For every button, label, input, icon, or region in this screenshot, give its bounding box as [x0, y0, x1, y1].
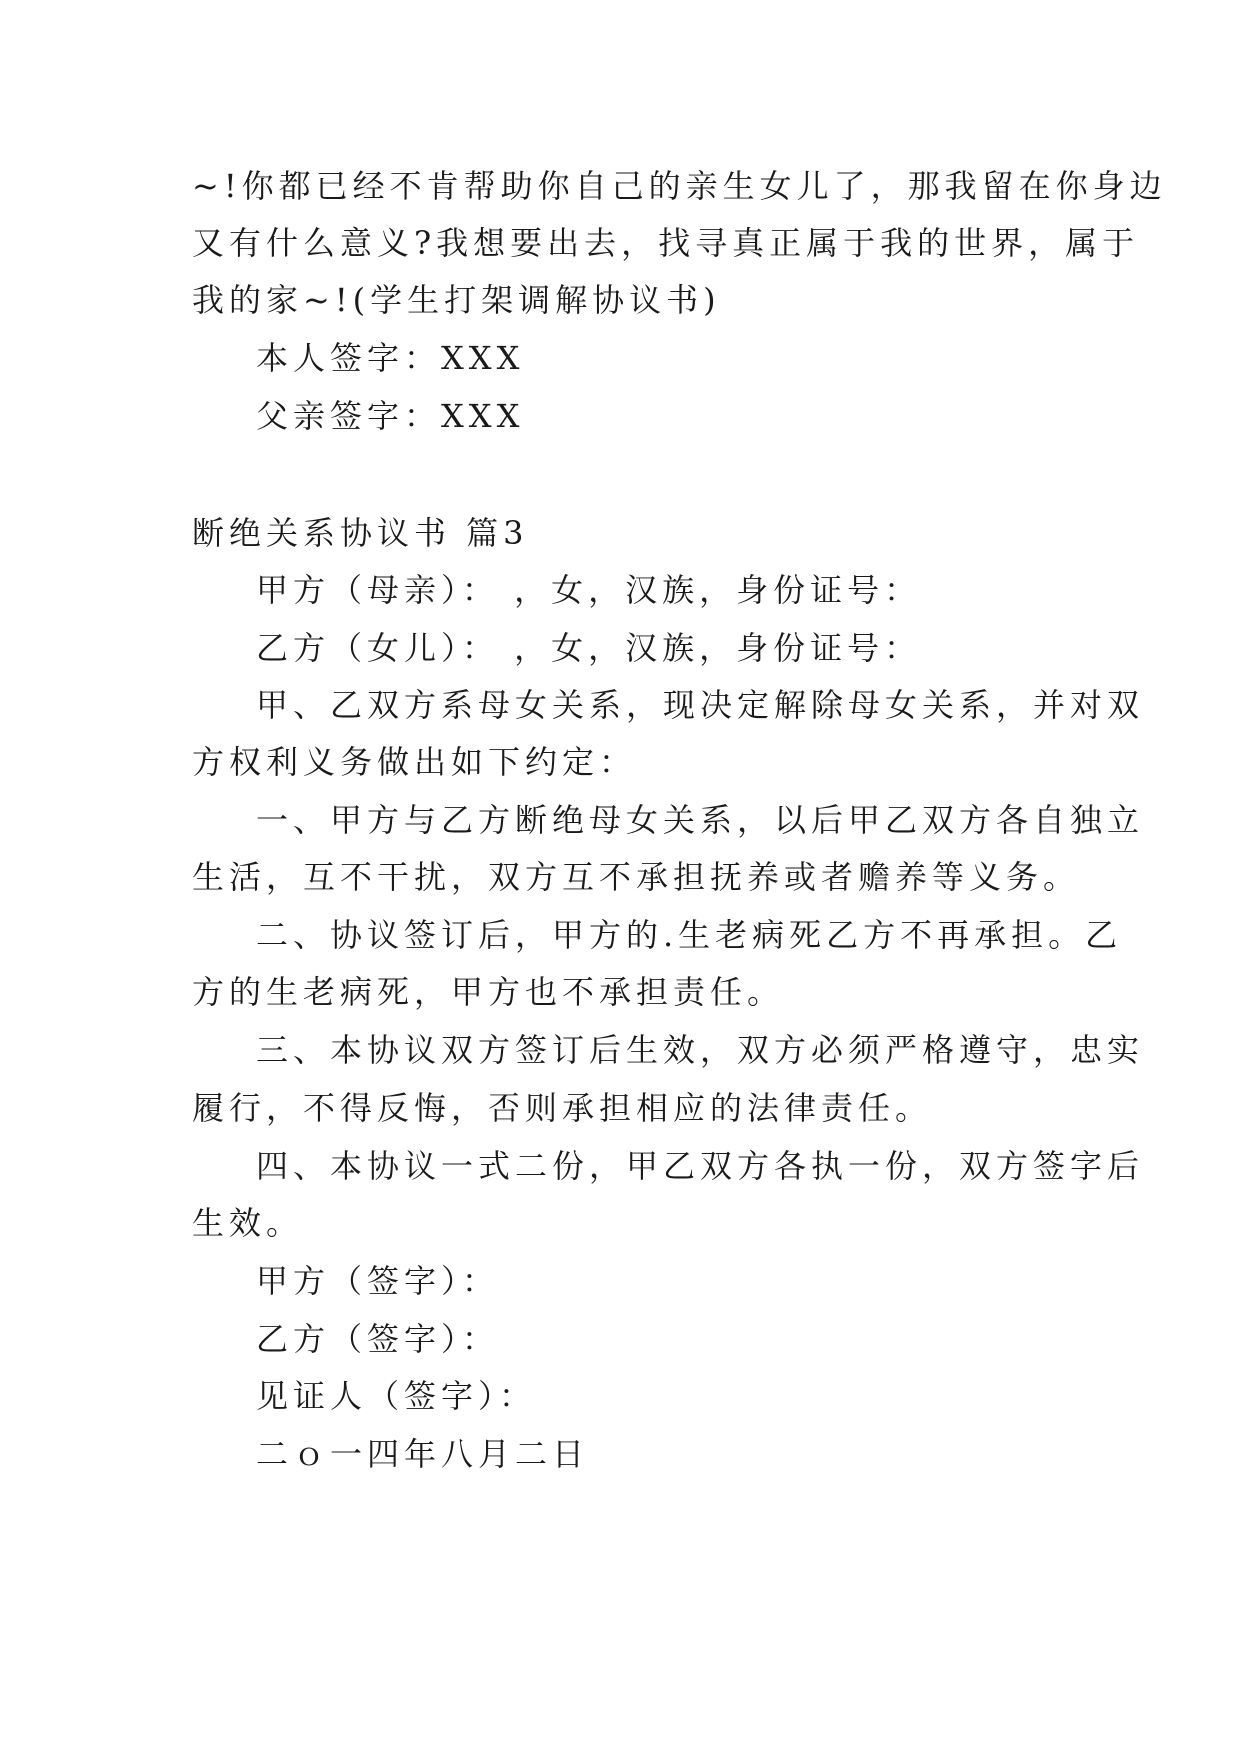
self-signature-line: 本人签字：XXX — [256, 339, 525, 377]
intro-line-1: 甲、乙双方系母女关系，现决定解除母女关系，并对双 — [256, 686, 1145, 724]
father-signature-line: 父亲签字：XXX — [256, 397, 525, 435]
clause-2-line-2: 方的生老病死，甲方也不承担责任。 — [192, 973, 785, 1011]
intro-line-2: 方权利义务做出如下约定： — [192, 743, 637, 781]
clause-3-line-2: 履行，不得反悔，否则承担相应的法律责任。 — [192, 1089, 933, 1127]
continuation-line-2: 又有什么意义?我想要出去，找寻真正属于我的世界，属于 — [192, 224, 1140, 262]
clause-3-line-1: 三、本协议双方签订后生效，双方必须严格遵守，忠实 — [256, 1031, 1145, 1069]
party-b-signature: 乙方（签字）： — [256, 1320, 500, 1358]
clause-2-line-1: 二、协议签订后，甲方的.生老病死乙方不再承担。乙 — [256, 916, 1123, 954]
agreement-date: 二ｏ一四年八月二日 — [256, 1435, 590, 1473]
witness-signature: 见证人（签字）： — [256, 1377, 537, 1415]
continuation-line-3: 我的家~!(学生打架调解协议书) — [192, 281, 721, 319]
section-heading: 断绝关系协议书 篇3 — [192, 514, 529, 552]
party-b-line: 乙方（女儿）： ，女，汉族，身份证号： — [256, 629, 922, 667]
party-a-signature: 甲方（签字）： — [256, 1262, 500, 1300]
party-a-line: 甲方（母亲）： ，女，汉族，身份证号： — [256, 571, 922, 609]
continuation-line-1: ~!你都已经不肯帮助你自己的亲生女儿了，那我留在你身边 — [192, 167, 1167, 205]
clause-1-line-2: 生活，互不干扰，双方互不承担抚养或者赡养等义务。 — [192, 858, 1081, 896]
clause-4-line-2: 生效。 — [192, 1204, 304, 1242]
clause-4-line-1: 四、本协议一式二份，甲乙双方各执一份，双方签字后 — [256, 1147, 1145, 1185]
clause-1-line-1: 一、甲方与乙方断绝母女关系，以后甲乙双方各自独立 — [256, 801, 1145, 839]
